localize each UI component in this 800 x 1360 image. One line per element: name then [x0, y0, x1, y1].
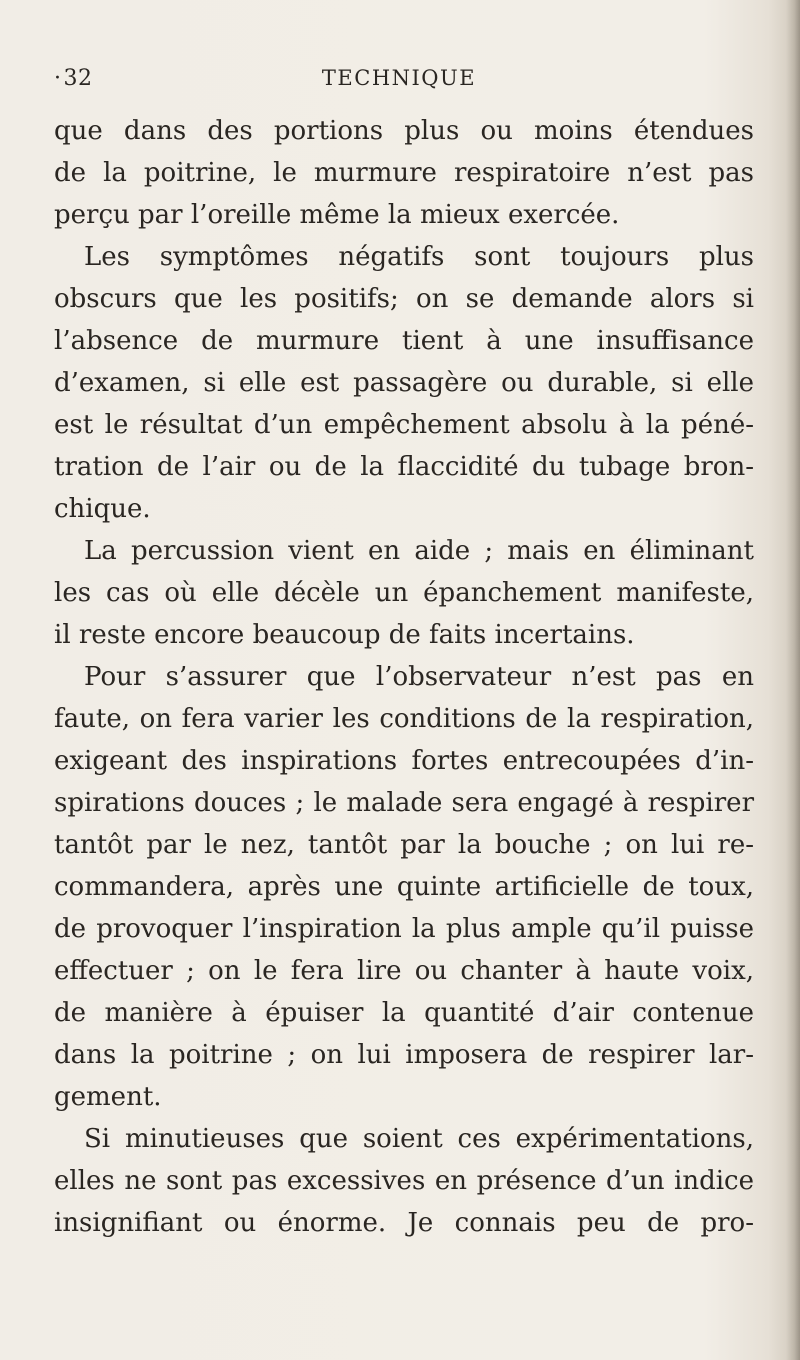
- text-line: Si minutieuses que soient ces expérimentations,: [84, 1124, 754, 1154]
- text-line: obscurs que les positifs; on se demande alors si: [54, 284, 754, 314]
- text-line: d’examen, si elle est passagère ou durable, si elle: [54, 368, 754, 398]
- text-line: gement.: [54, 1082, 162, 1112]
- text-line: elles ne sont pas excessives en présence d’un indice: [54, 1166, 754, 1196]
- text-line: tantôt par le nez, tantôt par la bouche ; on lui re-: [54, 830, 754, 860]
- text-line: perçu par l’oreille même la mieux exercée.: [54, 200, 620, 230]
- text-line: dans la poitrine ; on lui imposera de respirer lar-: [54, 1040, 754, 1070]
- text-line: commandera, après une quinte artificielle de toux,: [54, 872, 754, 902]
- text-line: chique.: [54, 494, 151, 524]
- text-line: de provoquer l’inspiration la plus ample qu’il puisse: [54, 914, 754, 944]
- page-number: · 32: [54, 66, 93, 91]
- running-head: TECHNIQUE: [321, 66, 477, 90]
- text-line: faute, on fera varier les conditions de la respiration,: [54, 704, 754, 734]
- text-line: Les symptômes négatifs sont toujours plus: [84, 242, 754, 272]
- text-line: de la poitrine, le murmure respiratoire n’est pas: [54, 158, 754, 188]
- text-line: tration de l’air ou de la flaccidité du tubage bron-: [54, 452, 754, 482]
- text-line: effectuer ; on le fera lire ou chanter à haute voix,: [54, 956, 754, 986]
- text-line: il reste encore beaucoup de faits incertains.: [54, 620, 635, 650]
- text-line: l’absence de murmure tient à une insuffisance: [54, 326, 754, 356]
- text-line: spirations douces ; le malade sera engagé à respirer: [54, 788, 754, 818]
- text-line: exigeant des inspirations fortes entrecoupées d’in-: [54, 746, 754, 776]
- text-line: Pour s’assurer que l’observateur n’est pas en: [84, 662, 754, 692]
- page-header: [54, 66, 744, 100]
- text-line: de manière à épuiser la quantité d’air contenue: [54, 998, 754, 1028]
- text-line: est le résultat d’un empêchement absolu à la péné-: [54, 410, 754, 440]
- text-line: que dans des portions plus ou moins étendues: [54, 116, 754, 146]
- text-line: insignifiant ou énorme. Je connais peu de pro-: [54, 1208, 754, 1238]
- body-text: [54, 110, 754, 1244]
- text-line: les cas où elle décèle un épanchement manifeste,: [54, 578, 754, 608]
- text-line: La percussion vient en aide ; mais en éliminant: [84, 536, 754, 566]
- page-edge-shadow: [786, 0, 800, 1360]
